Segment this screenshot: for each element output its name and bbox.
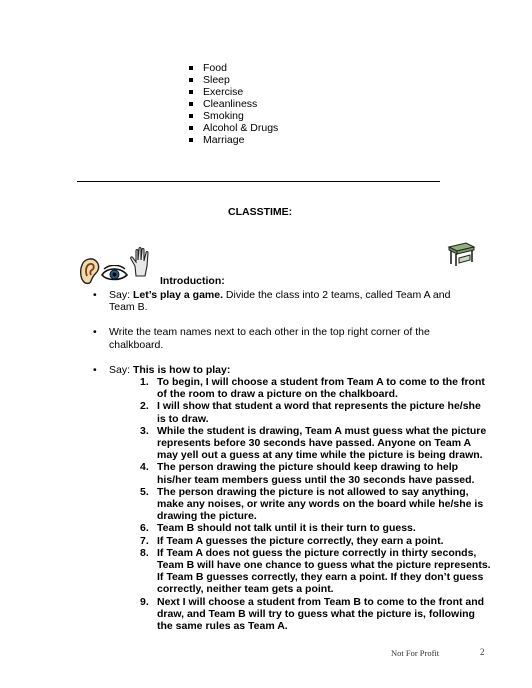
eye-icon [101,265,128,283]
rule-item: 8. If Team A does not guess the picture correctly in thirty seconds, Team B will have one chance to guess what the picture represents. If Team B guesses correctly, they earn a point. If they don’t guess correctly, neither team gets a point. [140,546,491,596]
rule-item: 4. The person drawing the picture should keep drawing to help his/her team members guess until the 30 seconds have passed. [140,461,475,486]
section-divider [77,181,440,182]
list-item: • Write the team names next to each other in the top right corner of the chalkboard. [93,326,430,351]
list-item: Marriage [189,134,278,146]
footer-text: Not For Profit [391,648,440,658]
list-item: • Say: Let’s play a game. Divide the class into 2 teams, called Team A and Team B. [93,289,451,314]
instruction-list [93,289,473,389]
intro-title: Introduction: [160,275,225,287]
rule-item: 5. The person drawing the picture is not allowed to say anything, make any noises, or write any words on the board while he/she is drawing the picture. [140,485,484,523]
rule-item: 3. While the student is drawing, Team A must guess what the picture represents before 30 seconds have passed. Anyone on Team A may yell out a guess at any time while the picture is being drawn. [140,424,487,462]
bullet: • [93,363,97,376]
list-item: Exercise [189,86,278,98]
section-title: CLASSTIME: [228,206,293,218]
list-item: Smoking [189,110,278,122]
rules-list [140,376,492,632]
list-item: Alcohol & Drugs [189,122,278,134]
rule-item: 7. If Team A guesses the picture correctly, they earn a point. [140,534,444,547]
list-item: Cleanliness [189,98,278,110]
list-item: Food [189,62,278,74]
hand-icon [129,246,153,278]
page-number: 2 [480,647,485,657]
list-item: • Say: This is how to play: [93,363,231,376]
rule-item: 1. To begin, I will choose a student from Team A to come to the front of the room to draw a picture on the chalkboard. [140,376,485,401]
rule-item: 9. Next I will choose a student from Team B to come to the front and draw, and Team B will try to guess what the picture is, following the same rules as Team A. [140,595,485,633]
desk-icon [446,238,476,268]
rule-item: 6. Team B should not talk until it is their turn to guess. [140,522,416,535]
topic-list [189,62,278,146]
ear-icon [78,256,102,286]
list-item: Sleep [189,74,278,86]
bullet: • [93,326,97,339]
bullet: • [93,289,97,301]
rule-item: 2. I will show that student a word that represents the picture he/she is to draw. [140,400,481,425]
